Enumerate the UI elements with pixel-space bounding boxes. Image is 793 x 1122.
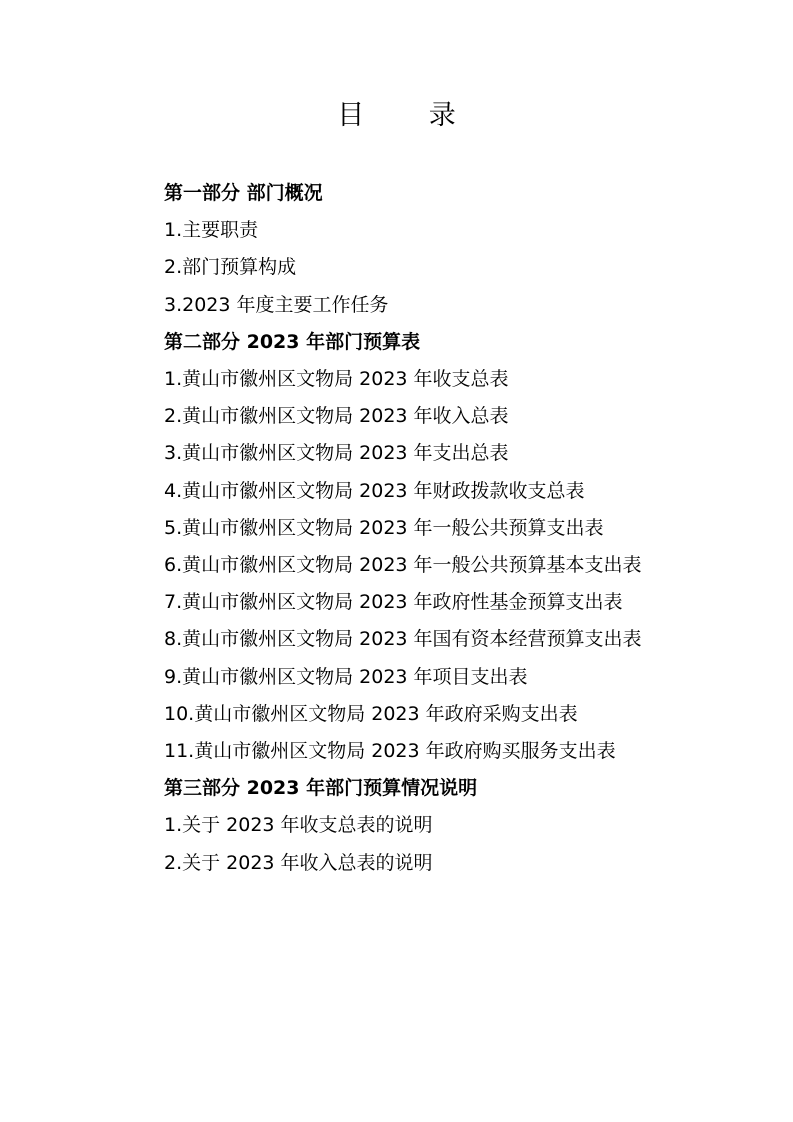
toc-item-2-11[interactable]: 11.黄山市徽州区文物局 2023 年政府购买服务支出表: [164, 740, 616, 763]
toc-part-1[interactable]: 第一部分 部门概况: [164, 182, 323, 204]
toc-item-1-2[interactable]: 2.部门预算构成: [164, 256, 297, 279]
toc-item-2-5[interactable]: 5.黄山市徽州区文物局 2023 年一般公共预算支出表: [164, 516, 604, 539]
table-of-contents: [122, 175, 677, 882]
toc-part-3[interactable]: 第三部分 2023 年部门预算情况说明: [164, 777, 478, 800]
toc-title: 目 录: [337, 100, 484, 131]
toc-item-3-1[interactable]: 1.关于 2023 年收支总表的说明: [164, 814, 433, 837]
toc-item-1-3[interactable]: 3.2023 年度主要工作任务: [164, 293, 389, 316]
toc-item-2-9[interactable]: 9.黄山市徽州区文物局 2023 年项目支出表: [164, 665, 528, 688]
toc-item-2-2[interactable]: 2.黄山市徽州区文物局 2023 年收入总表: [164, 405, 509, 428]
toc-item-2-10[interactable]: 10.黄山市徽州区文物局 2023 年政府采购支出表: [164, 702, 578, 725]
toc-item-2-4[interactable]: 4.黄山市徽州区文物局 2023 年财政拨款收支总表: [164, 479, 585, 502]
toc-part-2[interactable]: 第二部分 2023 年部门预算表: [164, 330, 421, 353]
toc-item-2-1[interactable]: 1.黄山市徽州区文物局 2023 年收支总表: [164, 368, 509, 391]
toc-item-2-8[interactable]: 8.黄山市徽州区文物局 2023 年国有资本经营预算支出表: [164, 628, 642, 651]
toc-item-1-1[interactable]: 1.主要职责: [164, 219, 259, 242]
toc-item-2-6[interactable]: 6.黄山市徽州区文物局 2023 年一般公共预算基本支出表: [164, 554, 642, 577]
toc-item-2-3[interactable]: 3.黄山市徽州区文物局 2023 年支出总表: [164, 442, 509, 465]
toc-item-3-2[interactable]: 2.关于 2023 年收入总表的说明: [164, 851, 433, 874]
toc-item-2-7[interactable]: 7.黄山市徽州区文物局 2023 年政府性基金预算支出表: [164, 591, 623, 614]
